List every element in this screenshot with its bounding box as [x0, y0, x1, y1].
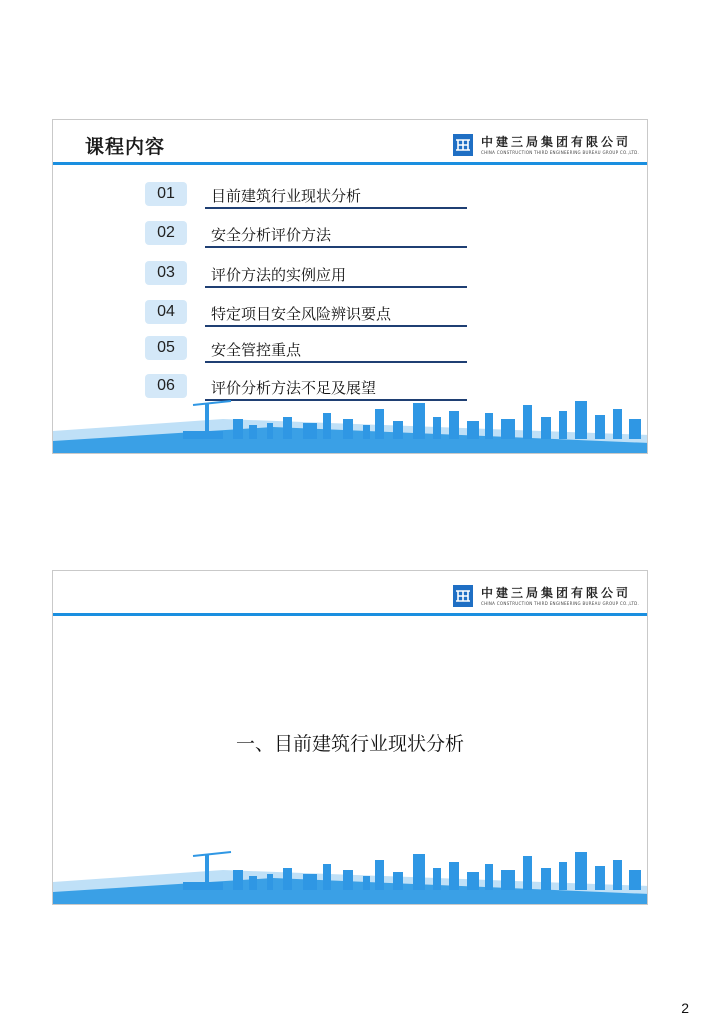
toc-text: 安全管控重点 — [211, 341, 302, 359]
logo-emblem-icon — [453, 134, 473, 156]
toc-number: 01 — [145, 182, 187, 206]
header-divider — [53, 162, 647, 165]
toc-item — [145, 182, 475, 212]
toc-underline — [205, 325, 467, 327]
slide-section-divider — [52, 570, 648, 905]
logo-company-name: 中建三局集团有限公司 — [481, 586, 632, 600]
toc-text: 评价方法的实例应用 — [211, 266, 347, 284]
toc-number: 06 — [145, 374, 187, 398]
page-number: 2 — [681, 1000, 689, 1016]
logo-emblem-icon — [453, 585, 473, 607]
toc-text: 特定项目安全风险辨识要点 — [211, 305, 392, 323]
toc-text: 评价分析方法不足及展望 — [211, 379, 377, 397]
toc-number: 02 — [145, 221, 187, 245]
toc-underline — [205, 361, 467, 363]
toc-number: 03 — [145, 261, 187, 285]
toc-number: 04 — [145, 300, 187, 324]
section-title: 一、目前建筑行业现状分析 — [235, 733, 464, 755]
toc-number: 05 — [145, 336, 187, 360]
toc-item — [145, 336, 475, 366]
logo-company-subtitle: CHINA CONSTRUCTION THIRD ENGINEERING BUREAU GROUP CO.,LTD. — [481, 601, 640, 606]
slide-table-of-contents — [52, 119, 648, 454]
company-logo — [453, 585, 640, 609]
toc-underline — [205, 246, 467, 248]
toc-underline — [205, 286, 467, 288]
slide-title: 课程内容 — [85, 136, 166, 158]
toc-text: 安全分析评价方法 — [211, 226, 332, 244]
city-skyline-graphic — [53, 834, 648, 904]
toc-underline — [205, 207, 467, 209]
logo-company-subtitle: CHINA CONSTRUCTION THIRD ENGINEERING BUREAU GROUP CO.,LTD. — [481, 150, 640, 155]
logo-company-name: 中建三局集团有限公司 — [481, 135, 632, 149]
toc-item — [145, 221, 475, 251]
toc-item — [145, 261, 475, 291]
city-skyline-graphic — [53, 383, 648, 453]
company-logo — [453, 134, 640, 158]
toc-item — [145, 300, 475, 330]
header-divider — [53, 613, 647, 616]
toc-text: 目前建筑行业现状分析 — [211, 187, 362, 205]
